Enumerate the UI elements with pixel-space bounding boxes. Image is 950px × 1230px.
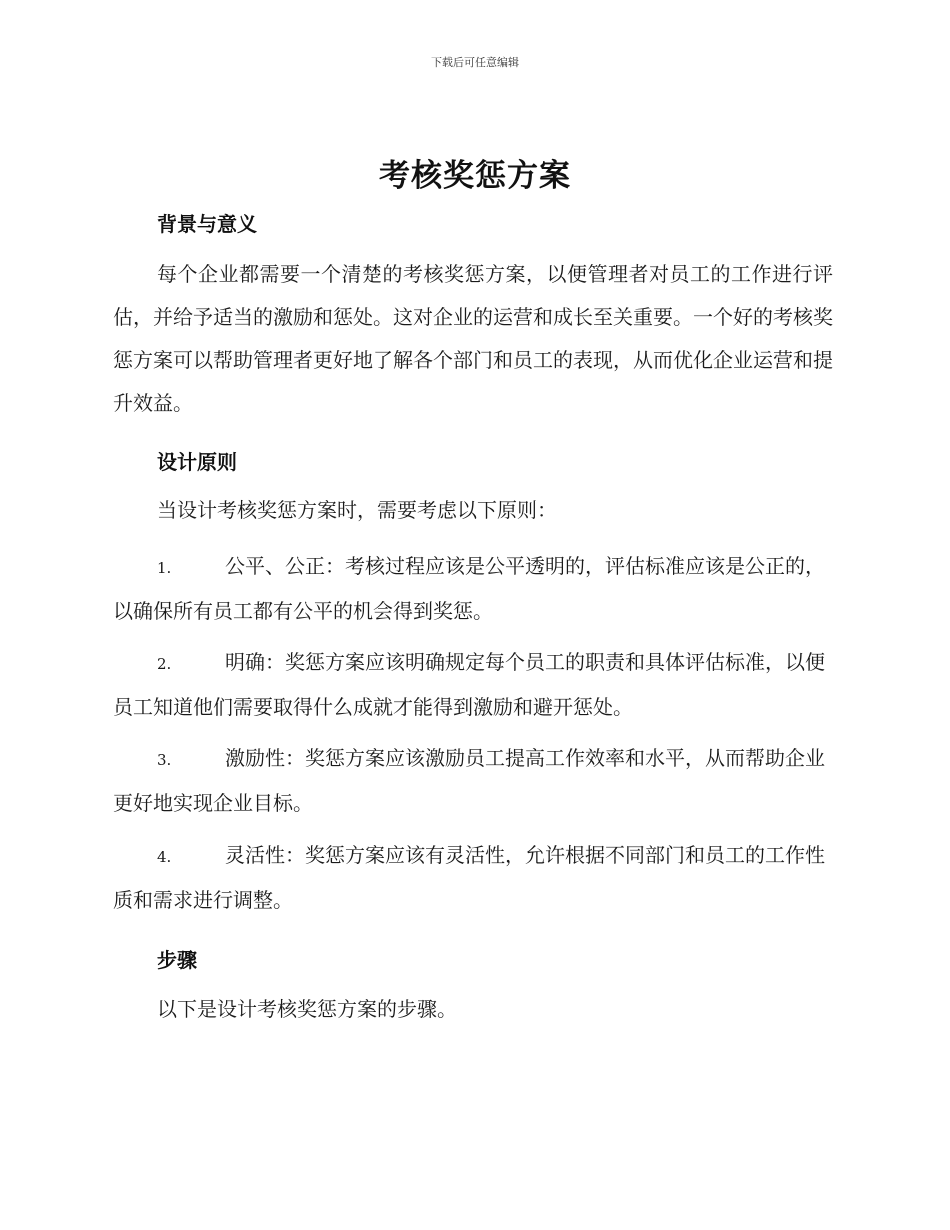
steps-intro: 以下是设计考核奖惩方案的步骤。: [157, 997, 457, 1021]
list-number: 4.: [157, 848, 172, 866]
principle-item-4: [113, 834, 833, 922]
list-number: 3.: [157, 751, 172, 769]
list-item-text: 灵活性：奖惩方案应该有灵活性，允许根据不同部门和员工的工作性质和需求进行调整。: [113, 843, 825, 912]
principle-item-2: [113, 641, 833, 729]
section-heading-steps: 步骤: [157, 948, 197, 972]
list-number: 1.: [157, 559, 172, 577]
principles-intro: 当设计考核奖惩方案时，需要考虑以下原则：: [157, 498, 557, 522]
list-item-text: 明确：奖惩方案应该明确规定每个员工的职责和具体评估标准，以便员工知道他们需要取得什么成就才能得到激励和避开惩处。: [113, 650, 825, 719]
background-paragraph: 每个企业都需要一个清楚的考核奖惩方案，以便管理者对员工的工作进行评估，并给予适当的激励和惩处。这对企业的运营和成长至关重要。一个好的考核奖惩方案可以帮助管理者更好地了解各个部门和员工的表现，从而优化企业运营和提升效益。: [113, 262, 833, 415]
principle-item-1: [113, 545, 833, 633]
list-number: 2.: [157, 655, 172, 673]
section-heading-principles: 设计原则: [157, 450, 237, 474]
document-title: 考核奖惩方案: [379, 158, 571, 194]
section-heading-background: 背景与意义: [157, 212, 257, 236]
principle-item-3: [113, 737, 833, 825]
header-note: 下载后可任意编辑: [431, 56, 519, 69]
list-item-text: 公平、公正：考核过程应该是公平透明的，评估标准应该是公正的，以确保所有员工都有公平的机会得到奖惩。: [113, 554, 825, 623]
list-item-text: 激励性：奖惩方案应该激励员工提高工作效率和水平，从而帮助企业更好地实现企业目标。: [113, 746, 825, 815]
